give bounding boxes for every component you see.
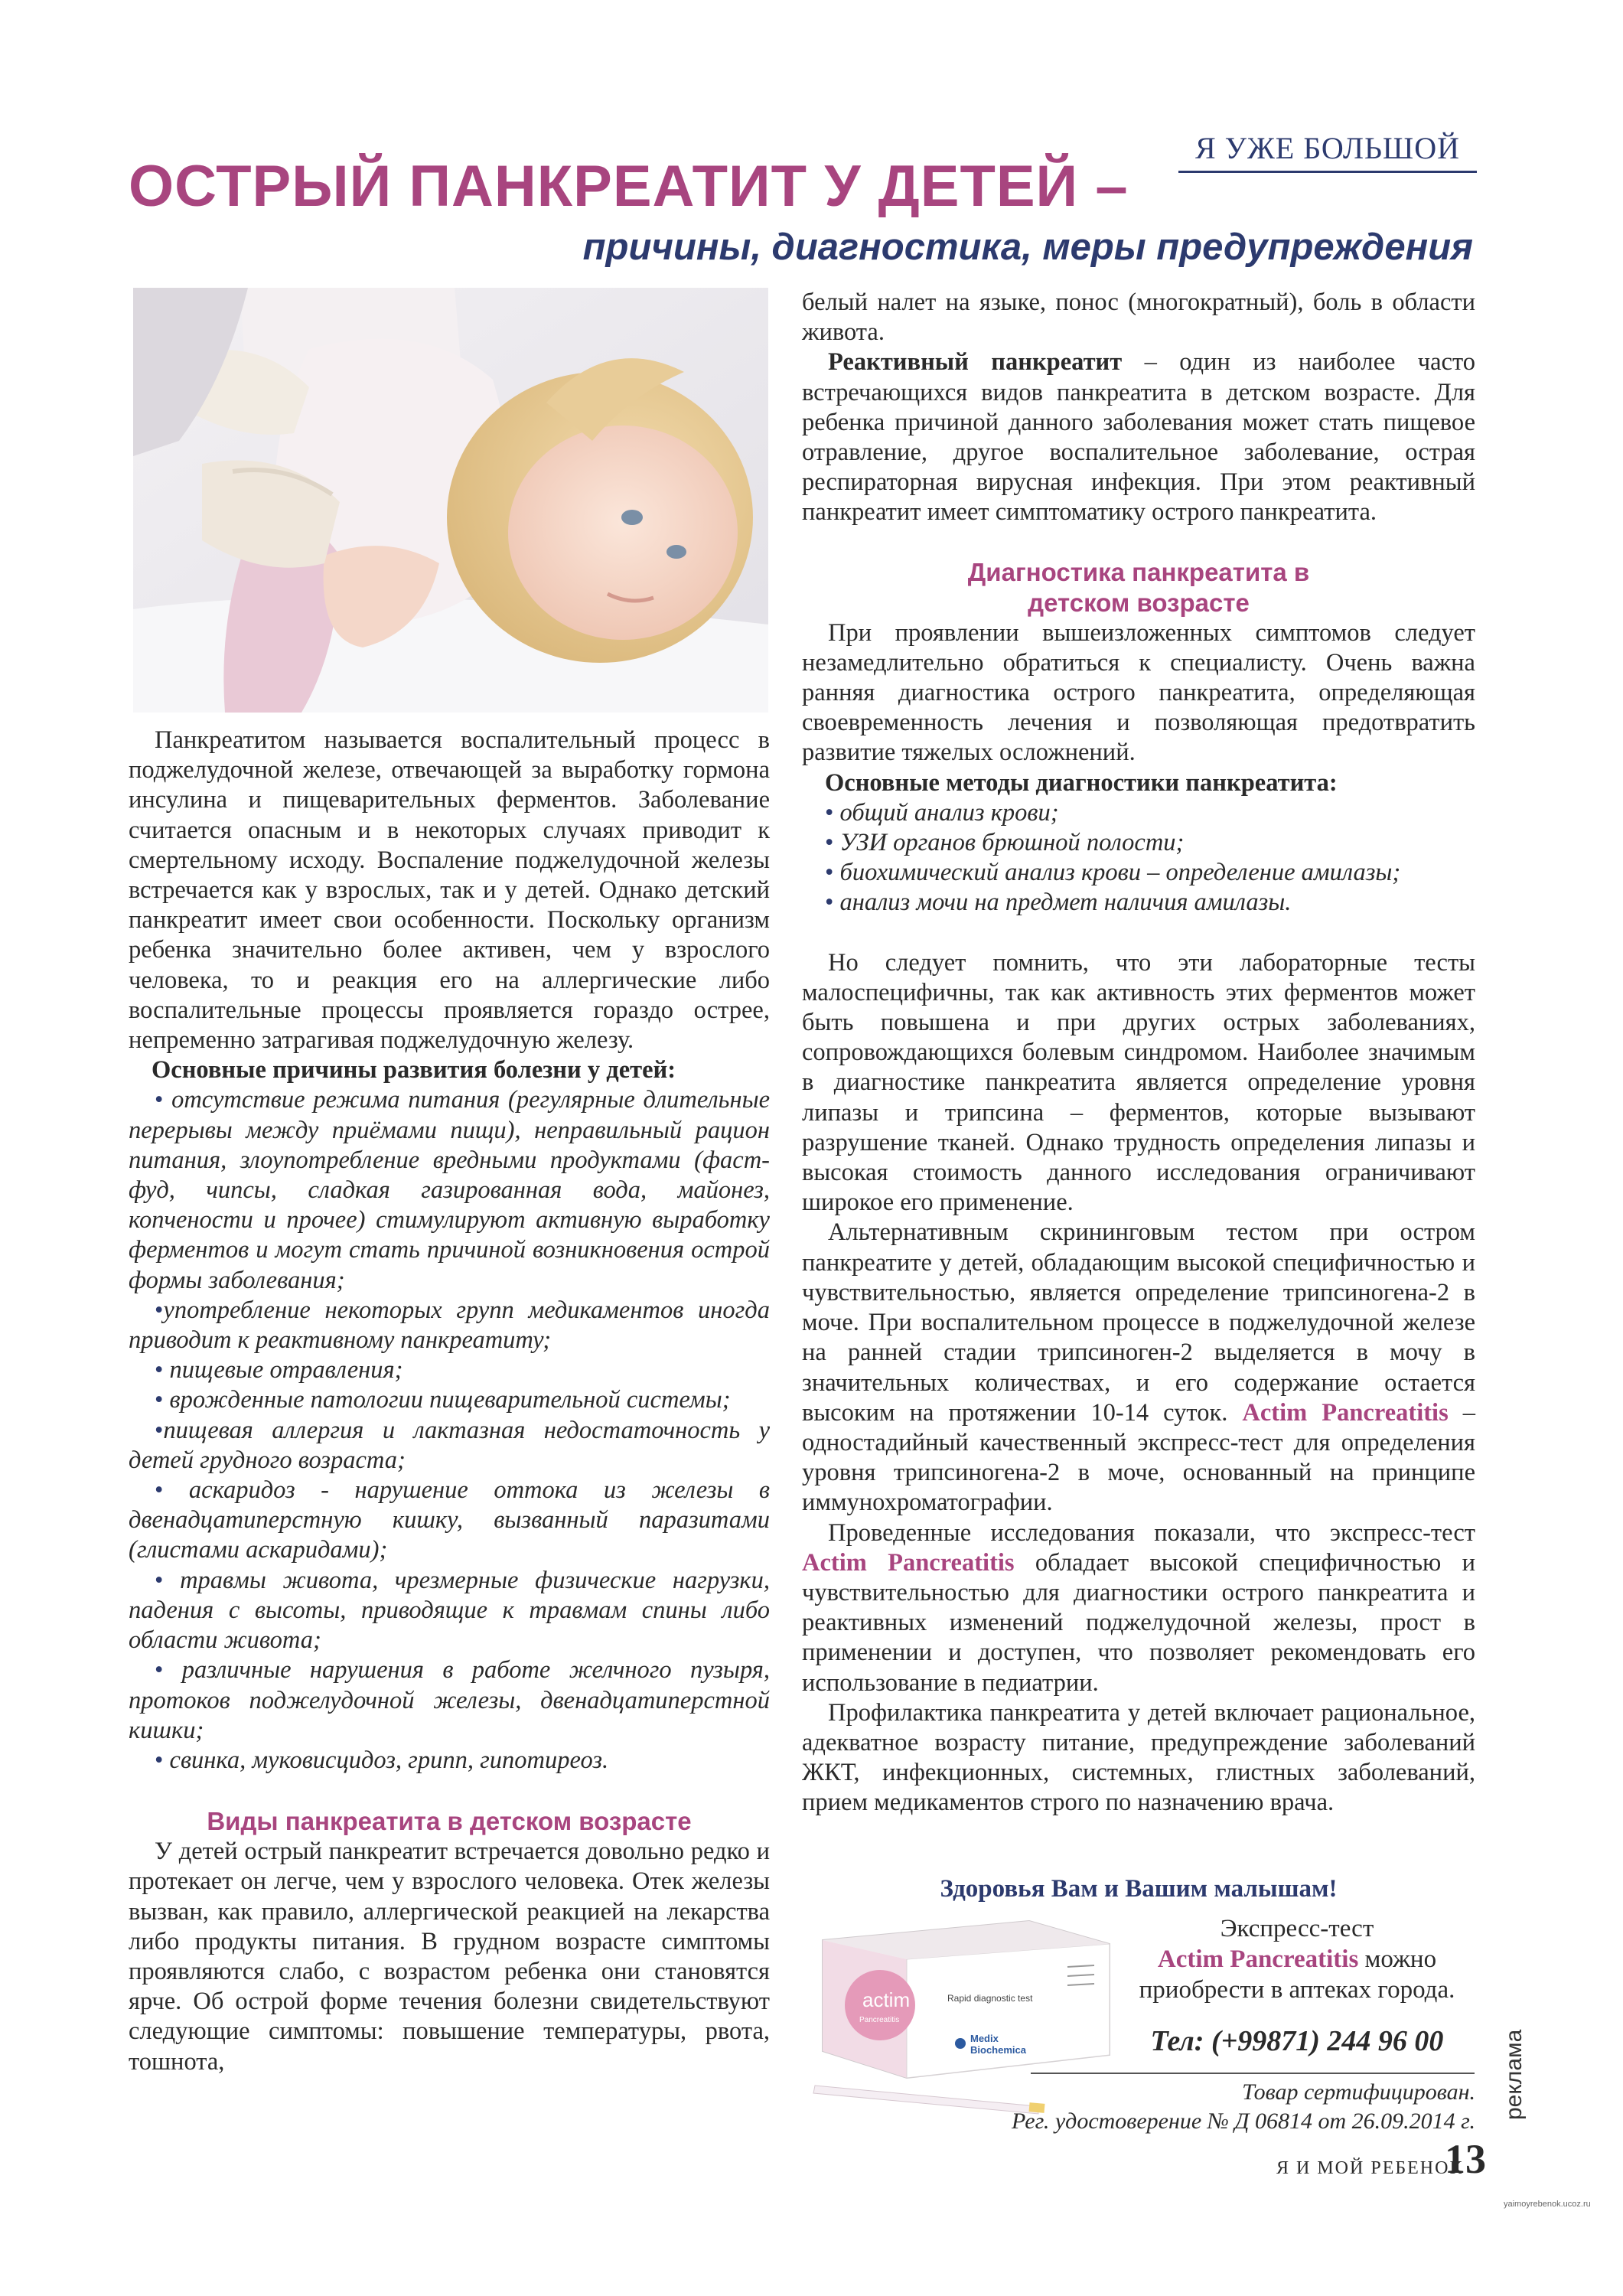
cause-text: различные нарушения в работе желчного пузыря, протоков поджелудочной железы, двенадцатиперстной кишки; <box>129 1656 770 1744</box>
page-number: 13 <box>1445 2136 1486 2182</box>
left-column <box>129 726 770 2077</box>
method-text: биохимический анализ крови – определение амилазы; <box>839 859 1401 887</box>
continued-paragraph: белый налет на языке, понос (многократный), боль в области живота. <box>802 289 1475 347</box>
bullet-icon: • <box>825 889 834 917</box>
diagnostics-heading-line-2: детском возрасте <box>1028 588 1250 617</box>
box-maker-1: Medix <box>970 2033 999 2044</box>
page-title <box>129 153 1129 220</box>
ad-brand: Actim Pancreatitis <box>1157 1945 1359 1973</box>
cause-item <box>129 1566 770 1656</box>
cause-item <box>129 1655 770 1746</box>
method-item <box>825 828 1475 858</box>
box-logo: actim <box>862 1988 911 2011</box>
ad-text <box>1117 1913 1477 2005</box>
reactive-text: – один из наиболее часто встречающихся видов панкреатита в детском возрасте. Для ребенка причиной данного заболевания может стать пищевое отравление, другое воспалительное заболевание, острая респираторная вирусная инфекция. При этом реактивный панкреатит имеет симптоматику острого панкреатита. <box>802 348 1475 527</box>
box-logo-sub: Pancreatitis <box>859 2016 900 2024</box>
bullet-icon: • <box>825 829 834 857</box>
bullet-icon: • <box>155 1746 164 1774</box>
method-text: УЗИ органов брюшной полости; <box>839 829 1185 857</box>
right-column <box>802 288 1475 1818</box>
cause-item <box>129 1746 770 1776</box>
studies-paragraph <box>802 1518 1475 1698</box>
cause-text: врожденные патологии пищеварительной системы; <box>169 1386 731 1414</box>
bullet-icon: • <box>155 1296 164 1324</box>
cause-item <box>129 1385 770 1415</box>
section-label: Я УЖЕ БОЛЬШОЙ <box>1178 130 1477 173</box>
cause-item <box>129 1355 770 1385</box>
cause-text: употребление некоторых групп медикаментов иногда приводит к реактивному панкреатиту; <box>129 1296 770 1355</box>
methods-heading: Основные методы диагностики панкреатита: <box>825 768 1338 797</box>
bullet-icon: • <box>825 798 834 827</box>
causes-heading: Основные причины развития болезни у детей: <box>152 1056 676 1084</box>
types-paragraph: У детей острый панкреатит встречается довольно редко и протекает он легче, чем у взрослого человека. Отек железы вызван, как правило, аллергической реакцией на лекарства либо продукты питания. В грудном возрасте симптомы проявляются слабо, с возрастом ребенка они становятся ярче. Об острой форме течения болезни свидетельствуют следующие симптомы: повышение температуры, рвота, тошнота, <box>129 1838 770 2076</box>
box-maker-2: Biochemica <box>970 2044 1026 2056</box>
page-subtitle: причины, диагностика, меры предупреждения <box>582 227 1473 268</box>
footer-magazine-name: Я И МОЙ РЕБЕНОК <box>1276 2158 1464 2178</box>
footer-site: yaimoyrebenok.ucoz.ru <box>1504 2200 1591 2209</box>
cause-text: травмы живота, чрезмерные физические нагрузки, падения с высоты, приводящие к травмам спины либо области живота; <box>129 1566 770 1655</box>
cause-item <box>129 1416 770 1476</box>
ad-cert-2: Рег. удостоверение № Д 06814 от 26.09.2014 г. <box>1012 2108 1475 2134</box>
reactive-term: Реактивный панкреатит <box>828 348 1123 377</box>
child-examination-photo <box>133 288 768 713</box>
cause-item <box>129 1476 770 1566</box>
prevention-paragraph: Профилактика панкреатита у детей включает рациональное, адекватное возрасту питание, предупреждение заболеваний ЖКТ, инфекционных, системных, глистных заболеваний, прием медикаментов строго по назначению врача. <box>802 1698 1475 1817</box>
cause-text: аскаридоз - нарушение оттока из железы в двенадцатиперстную кишку, вызванный паразитами (глистами аскаридами); <box>129 1476 771 1564</box>
bullet-icon: • <box>155 1476 164 1505</box>
cause-text: отсутствие режима питания (регулярные длительные перерывы между приёмами пищи), неправильный рацион питания, злоупотребление вредными продуктами (фаст-фуд, чипсы, сладкая газированная вода, майонез, копчености и прочее) стимулируют активную выработку ферментов и могут стать причиной возникновения острой формы заболевания; <box>129 1086 771 1294</box>
bullet-icon: • <box>155 1386 164 1414</box>
types-heading: Виды панкреатита в детском возрасте <box>207 1807 692 1836</box>
ad-text-1: Экспресс-тест <box>1220 1915 1374 1942</box>
method-text: общий анализ крови; <box>839 798 1059 827</box>
box-label: Rapid diagnostic test <box>947 1993 1033 2004</box>
ad-headline: Здоровья Вам и Вашим малышам! <box>940 1875 1338 1903</box>
title-text: ОСТРЫЙ ПАНКРЕАТИТ У ДЕТЕЙ <box>129 154 1079 219</box>
lab-tests-paragraph: Но следует помнить, что эти лабораторные тесты малоспецифичны, так как активность этих ферментов может быть повышена и при других острых заболеваниях, сопровождающихся болевым синдромом. Наиболее значимым в диагностике панкреатита является определение уровня липазы и трипсина – ферментов, которые вызывают разрушение тканей. Однако трудность определения липазы и высокая стоимость данного исследования ограничивают широкое его применение. <box>802 948 1475 1217</box>
diagnostics-heading <box>802 557 1475 618</box>
alternative-test-paragraph <box>802 1218 1475 1518</box>
bullet-icon: • <box>155 1656 164 1684</box>
reactive-paragraph <box>802 347 1475 527</box>
cause-text: пищевые отравления; <box>169 1356 403 1384</box>
method-item <box>825 798 1475 828</box>
ad-label-vertical: реклама <box>1501 2029 1527 2120</box>
diagnostics-intro: При проявлении вышеизложенных симптомов следует незамедлительно обратиться к специалисту. Очень важна ранняя диагностика острого панкреатита, определяющая своевременность лечения и позволяющая предотвратить развитие тяжелых осложнений. <box>802 618 1475 767</box>
ad-certification <box>911 2078 1475 2136</box>
bullet-icon: • <box>155 1566 164 1594</box>
bullet-icon: • <box>155 1086 164 1114</box>
studies-text: Проведенные исследования показали, что экспресс-тест <box>828 1518 1475 1547</box>
alt-text: Альтернативным скрининговым тестом при остром панкреатите у детей, обладающим высокой специфичностью и чувствительностью, является определение трипсиногена-2 в моче. При воспалительном процессе в поджелудочной железе на ранней стадии трипсиноген-2 выделяется в мочу в значительных количествах, и его содержание остается высоким на протяжении 10-14 суток. <box>802 1218 1475 1427</box>
cause-item <box>129 1085 770 1295</box>
studies-text-2: обладает высокой специфичностью и чувствительностью для диагностики острого панкреатита и реактивных изменений поджелудочной железы, прост в применении и доступен, что позволяет рекомендовать его использование в педиатрии. <box>802 1548 1476 1697</box>
cause-text: свинка, муковисцидоз, грипп, гипотиреоз. <box>169 1746 609 1774</box>
cause-item <box>129 1296 770 1355</box>
intro-paragraph: Панкреатитом называется воспалительный процесс в поджелудочной железе, отвечающей за выработку гормона инсулина и пищеварительных ферментов. Заболевание считается опасным и в некоторых случаях приводит к смертельному исходу. Воспаление поджелудочной железы встречается как у взрослых, так и у детей. Однако детский панкреатит имеет свои особенности. Поскольку организм ребенка значительно более активен, чем у взрослого человека, то и реакция его на аллергические либо воспалительные процессы проявляется гораздо острее, непременно затрагивая поджелудочную железу. <box>129 726 770 1055</box>
ad-text-2: можно приобрести в аптеках города. <box>1139 1945 1455 2004</box>
title-dash: – <box>1095 154 1129 219</box>
bullet-icon: • <box>825 859 834 887</box>
method-text: анализ мочи на предмет наличия амилазы. <box>839 889 1292 917</box>
ad-phone: Тел: (+99871) 244 96 00 <box>1150 2025 1444 2057</box>
bullet-icon: • <box>155 1356 164 1384</box>
ad-cert-1: Товар сертифицирован. <box>1242 2079 1475 2105</box>
ad-divider <box>1031 2073 1475 2074</box>
cause-text: пищевая аллергия и лактазная недостаточность у детей грудного возраста; <box>129 1416 770 1474</box>
bullet-icon: • <box>155 1416 164 1444</box>
diagnostics-heading-line-1: Диагностика панкреатита в <box>967 557 1310 586</box>
method-item <box>825 858 1475 888</box>
brand-name: Actim Pancreatitis <box>802 1548 1015 1577</box>
method-item <box>825 888 1475 918</box>
alt-text-2: – одностадийный качественный экспресс-тест для определения уровня трипсиногена-2 в моче, основанный на принципе иммунохроматографии. <box>802 1398 1476 1517</box>
brand-name: Actim Pancreatitis <box>1242 1398 1449 1427</box>
